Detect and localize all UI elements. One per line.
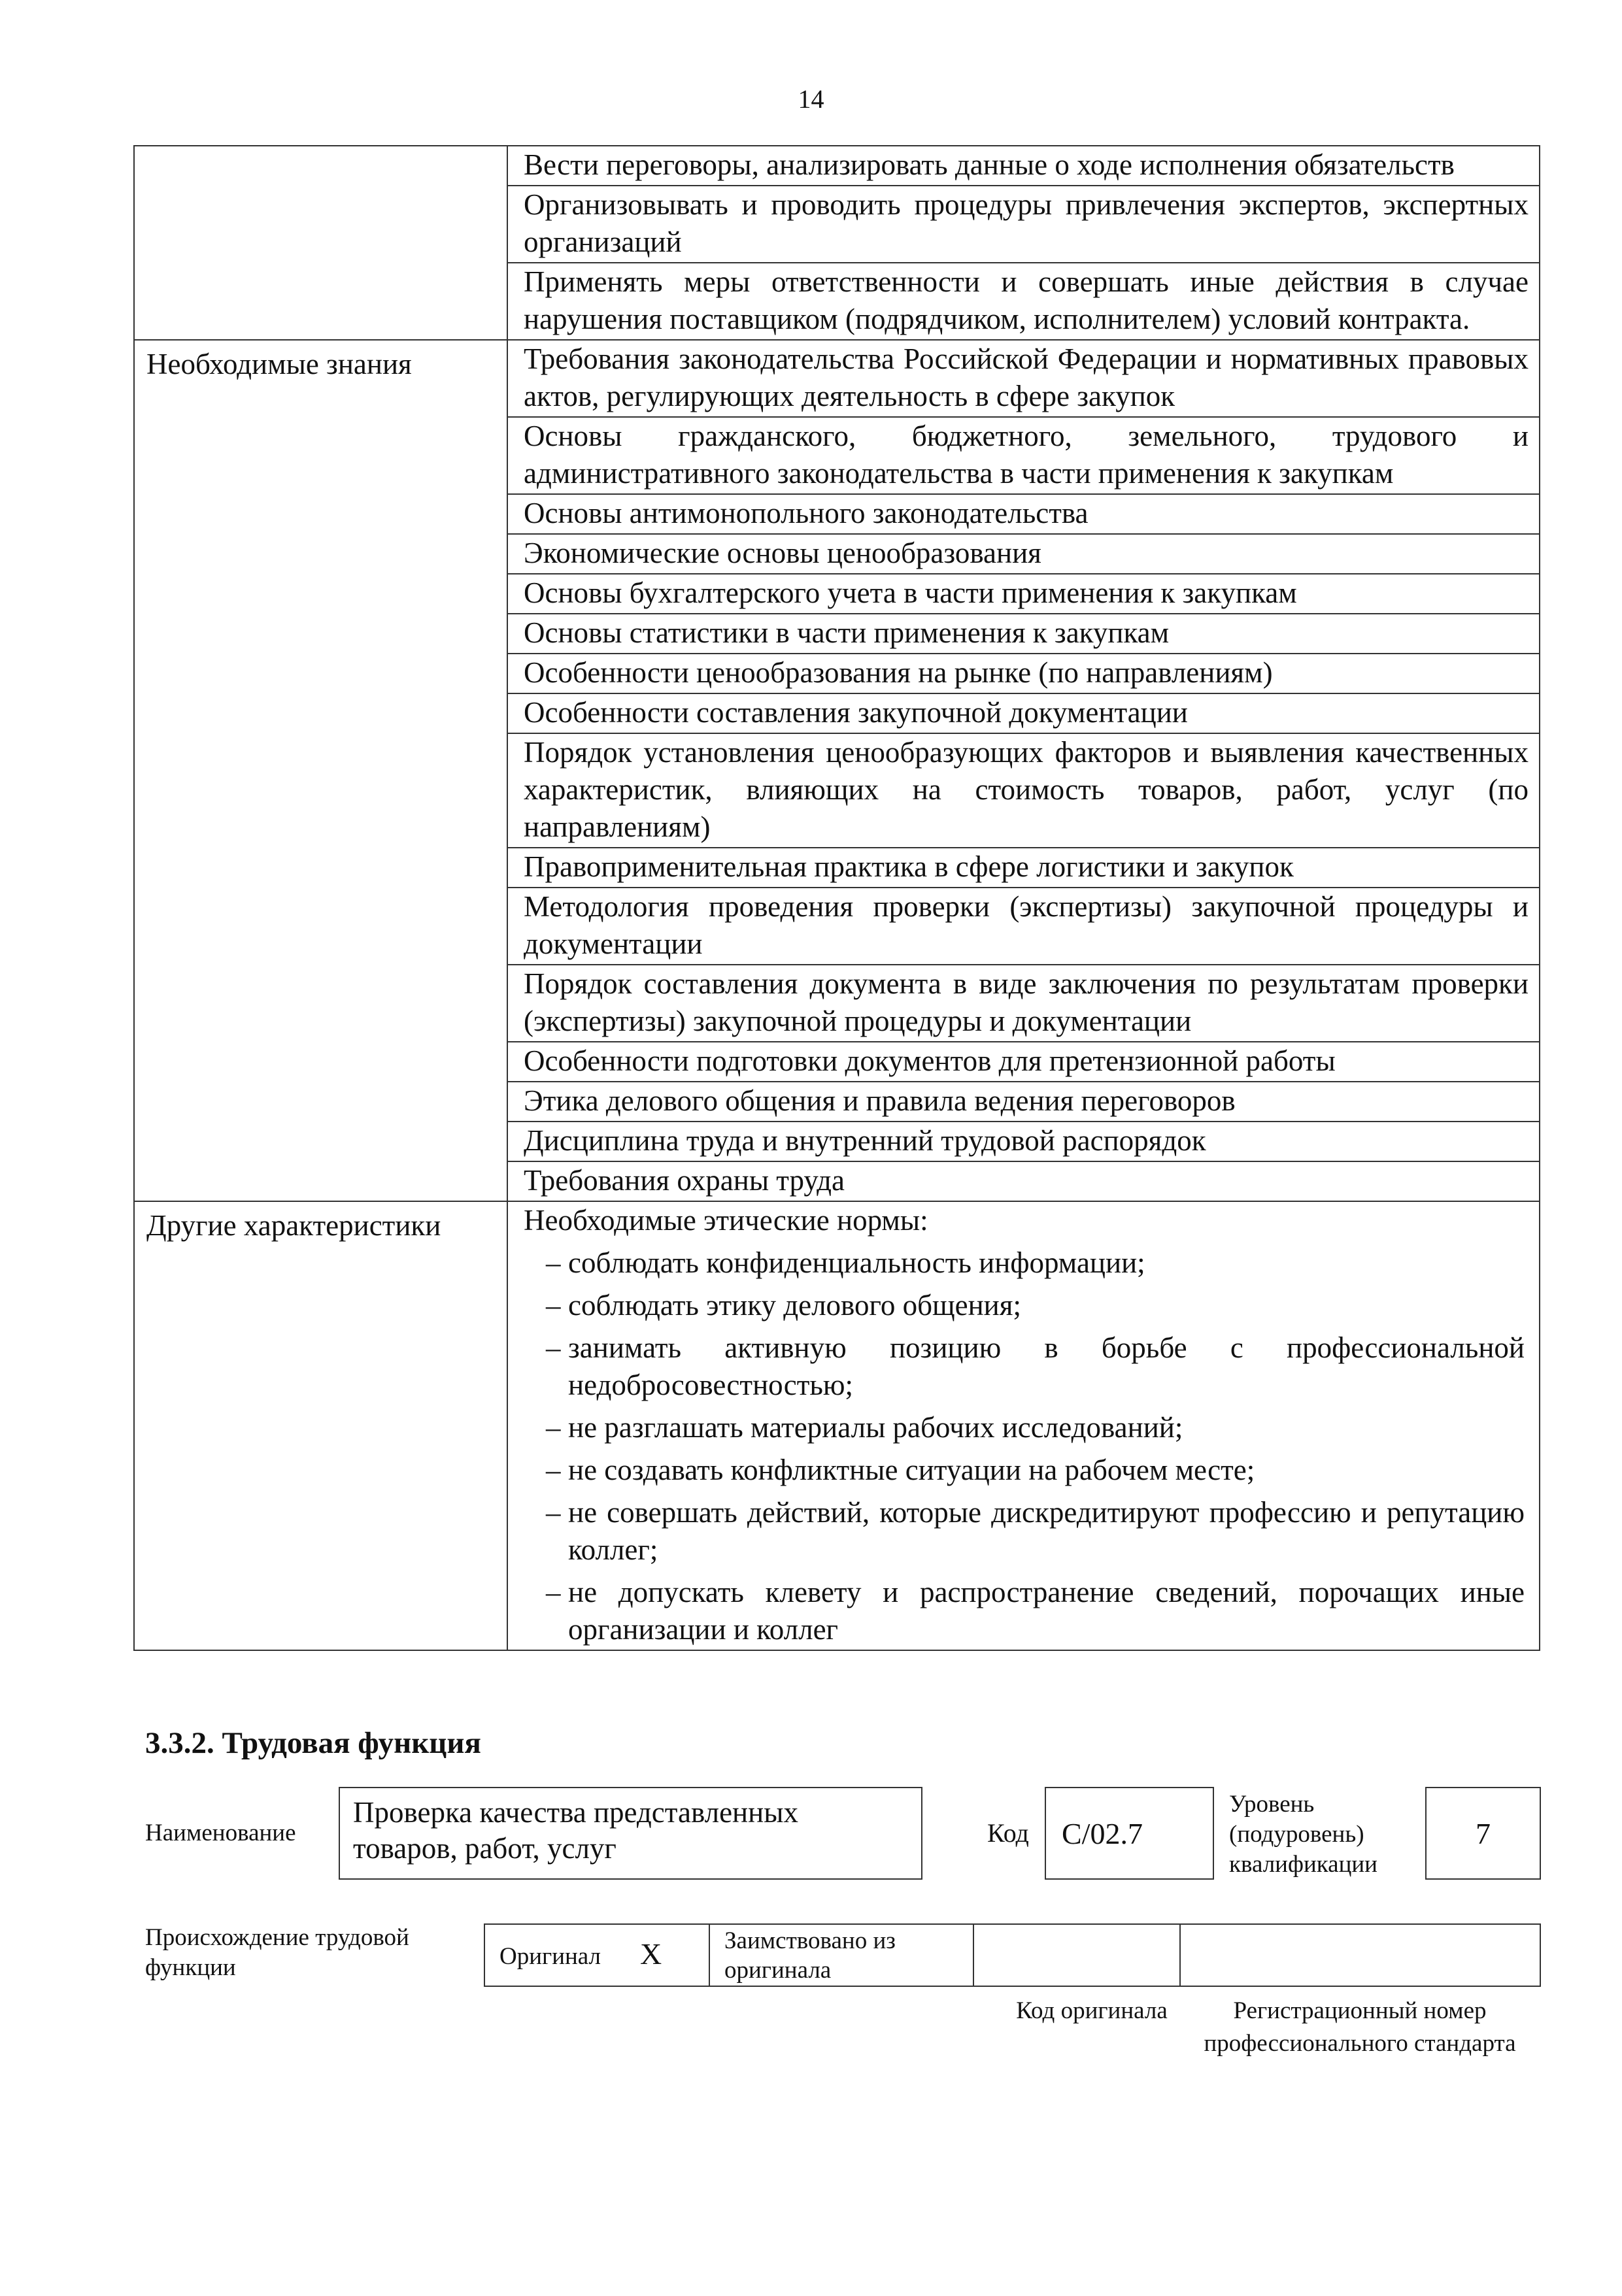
function-name-box: Проверка качества представленных товаров, работ, услуг [339,1787,922,1880]
knowledge-row: Основы бухгалтерского учета в части применения к закупкам [507,574,1540,614]
page-number: 14 [798,84,824,114]
skill-row: Организовывать и проводить процедуры привлечения экспертов, экспертных организаций [507,186,1540,263]
original-code-cell [973,1924,1180,1986]
list-item: – не допускать клевету и распространение сведений, порочащих иные организации и коллег [524,1574,1529,1648]
list-item: – не совершать действий, которые дискредитируют профессию и репутацию коллег; [524,1494,1529,1569]
code-box: С/02.7 [1045,1787,1214,1880]
knowledge-row: Особенности составления закупочной документации [507,693,1540,733]
skills-label-cell [134,146,507,340]
table-row [484,1924,1540,1986]
skill-row: Применять меры ответственности и совершать иные действия в случае нарушения поставщиком (подрядчиком, исполнителем) условий контракта. [507,263,1540,340]
table-row [134,340,1540,417]
registration-number-caption: Регистрационный номер профессионального стандарта [1204,1997,1516,2057]
knowledge-row: Методология проведения проверки (экспертизы) закупочной процедуры и документации [507,888,1540,965]
other-characteristics-cell [507,1201,1540,1650]
knowledge-row: Порядок установления ценообразующих факторов и выявления качественных характеристик, влияющих на стоимость товаров, работ, услуг (по направлениям) [507,733,1540,848]
origin-table [484,1923,1541,1987]
level-box: 7 [1425,1787,1541,1880]
list-item: – занимать активную позицию в борьбе с профессиональной недобросовестностью; [524,1329,1529,1404]
code-label: Код [987,1818,1029,1848]
list-item: – соблюдать конфиденциальность информации; [524,1244,1529,1282]
knowledge-row: Основы статистики в части применения к закупкам [507,614,1540,654]
registration-number-cell [1180,1924,1540,1986]
list-item: – не создавать конфликтные ситуации на рабочем месте; [524,1452,1529,1489]
knowledge-row: Требования законодательства Российской Федерации и нормативных правовых актов, регулирующих деятельность в сфере закупок [507,340,1540,417]
knowledge-row: Требования охраны труда [507,1161,1540,1201]
other-characteristics-label: Другие характеристики [134,1201,507,1650]
list-item: – не разглашать материалы рабочих исследований; [524,1409,1529,1446]
name-label: Наименование [145,1820,296,1846]
knowledge-label: Необходимые знания [134,340,507,1201]
list-item: – соблюдать этику делового общения; [524,1287,1529,1324]
table-row [134,146,1540,186]
knowledge-row: Порядок составления документа в виде заключения по результатам проверки (экспертизы) закупочной процедуры и документации [507,965,1540,1042]
knowledge-row: Этика делового общения и правила ведения переговоров [507,1082,1540,1122]
knowledge-row: Дисциплина труда и внутренний трудовой распорядок [507,1122,1540,1161]
original-cell [484,1924,709,1986]
ethics-heading: Необходимые этические нормы: [524,1204,928,1237]
origin-label: Происхождение трудовой функции [145,1924,409,1981]
knowledge-row: Основы антимонопольного законодательства [507,494,1540,534]
table-row [134,1201,1540,1650]
knowledge-row: Особенности ценообразования на рынке (по направлениям) [507,654,1540,693]
section-title: 3.3.2. Трудовая функция [145,1726,481,1760]
original-code-caption: Код оригинала [1016,1997,1168,2024]
skills-table [133,145,1540,1651]
skill-row: Вести переговоры, анализировать данные о ходе исполнения обязательств [507,146,1540,186]
level-label: Уровень (подуровень) квалификации [1229,1791,1377,1878]
original-label: Оригинал [499,1943,601,1970]
ethics-list [524,1244,1529,1648]
knowledge-row: Основы гражданского, бюджетного, земельного, трудового и административного законодательства в части применения к закупкам [507,417,1540,494]
knowledge-row: Особенности подготовки документов для претензионной работы [507,1042,1540,1082]
knowledge-row: Правоприменительная практика в сфере логистики и закупок [507,848,1540,888]
knowledge-row: Экономические основы ценообразования [507,534,1540,574]
original-mark: X [640,1937,662,1971]
borrowed-label: Заимствовано из оригинала [709,1924,973,1986]
